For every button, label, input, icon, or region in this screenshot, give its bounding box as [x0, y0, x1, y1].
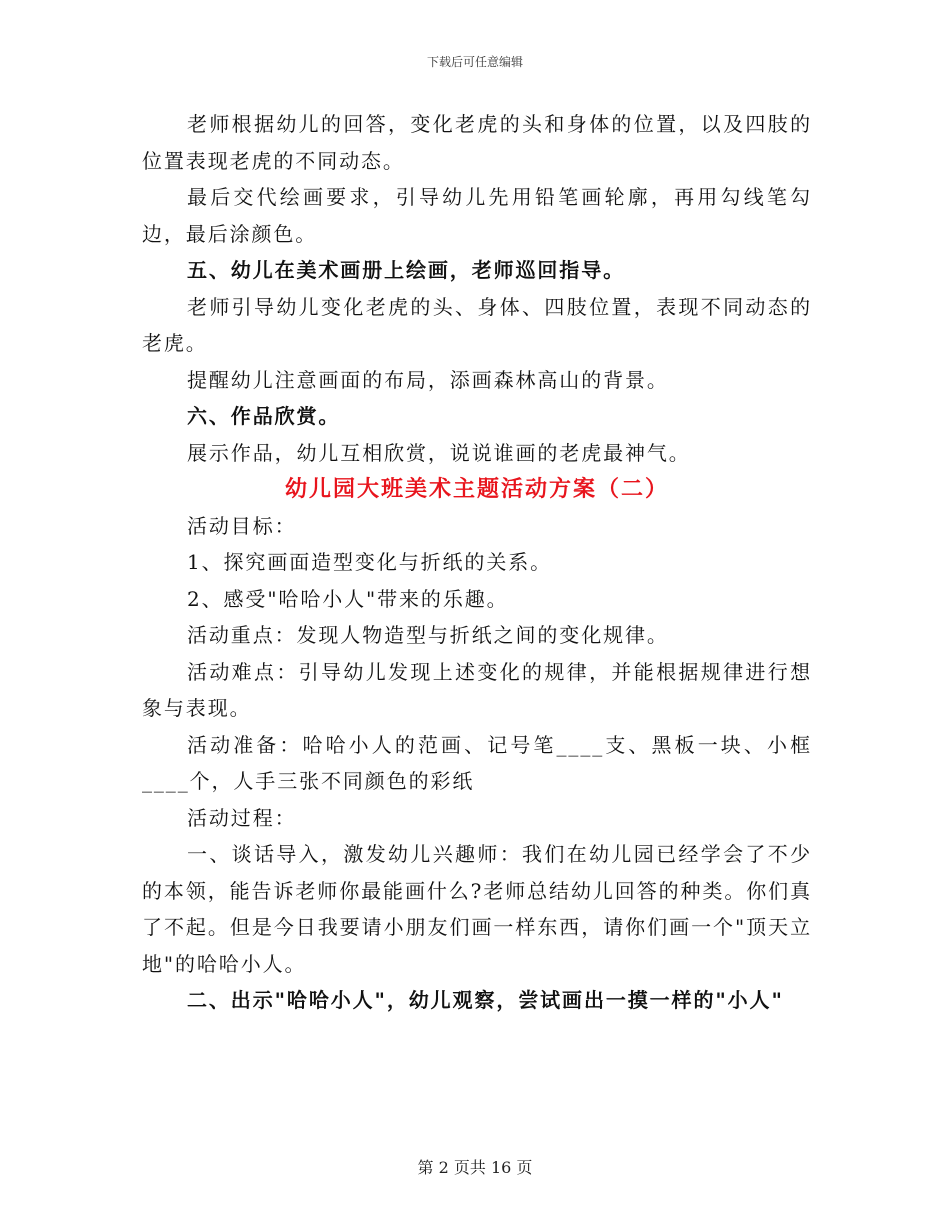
paragraph: 提醒幼儿注意画面的布局，添画森林高山的背景。: [187, 367, 669, 392]
page-footer: 第 2 页共 16 页: [417, 1158, 533, 1177]
paragraph: 活动过程：: [187, 805, 297, 830]
list-item: 1、探究画面造型变化与折纸的关系。: [187, 550, 553, 574]
paragraph: 活动难点：引导幼儿发现上述变化的规律，并能根据规律进行想象与表现。: [142, 659, 812, 720]
paragraph: 展示作品，幼儿互相欣赏，说说谁画的老虎最神气。: [187, 440, 691, 465]
list-item: 2、感受"哈哈小人"带来的乐趣。: [187, 586, 509, 611]
paragraph: 活动目标：: [187, 513, 297, 538]
paragraph: 一、谈话导入，激发幼儿兴趣师：我们在幼儿园已经学会了不少的本领，能告诉老师你最能画什么?老师总结幼儿回答的种类。你们真了不起。但是今日我要请小朋友们画一样东西，请你们画一个"顶天立地"的哈哈小人。: [142, 842, 812, 976]
paragraph: 最后交代绘画要求，引导幼儿先用铅笔画轮廓，再用勾线笔勾边，最后涂颜色。: [142, 185, 812, 246]
section-heading: 六、作品欣赏。: [187, 404, 341, 428]
paragraph: 活动准备：哈哈小人的范画、记号笔____支、黑板一块、小框____个，人手三张不同颜色的彩纸: [142, 732, 812, 793]
document-title: 幼儿园大班美术主题活动方案（二）: [284, 476, 669, 502]
paragraph: 活动重点：发现人物造型与折纸之间的变化规律。: [187, 623, 669, 647]
section-heading: 五、幼儿在美术画册上绘画，老师巡回指导。: [187, 258, 625, 282]
page-header: 下载后可任意编辑: [426, 55, 523, 69]
paragraph: 老师引导幼儿变化老虎的头、身体、四肢位置，表现不同动态的老虎。: [142, 294, 812, 355]
section-heading: 二、出示"哈哈小人"，幼儿观察，尝试画出一摸一样的"小人": [187, 988, 784, 1012]
document-body: [142, 106, 812, 1019]
paragraph: 老师根据幼儿的回答，变化老虎的头和身体的位置，以及四肢的位置表现老虎的不同动态。: [142, 112, 812, 173]
